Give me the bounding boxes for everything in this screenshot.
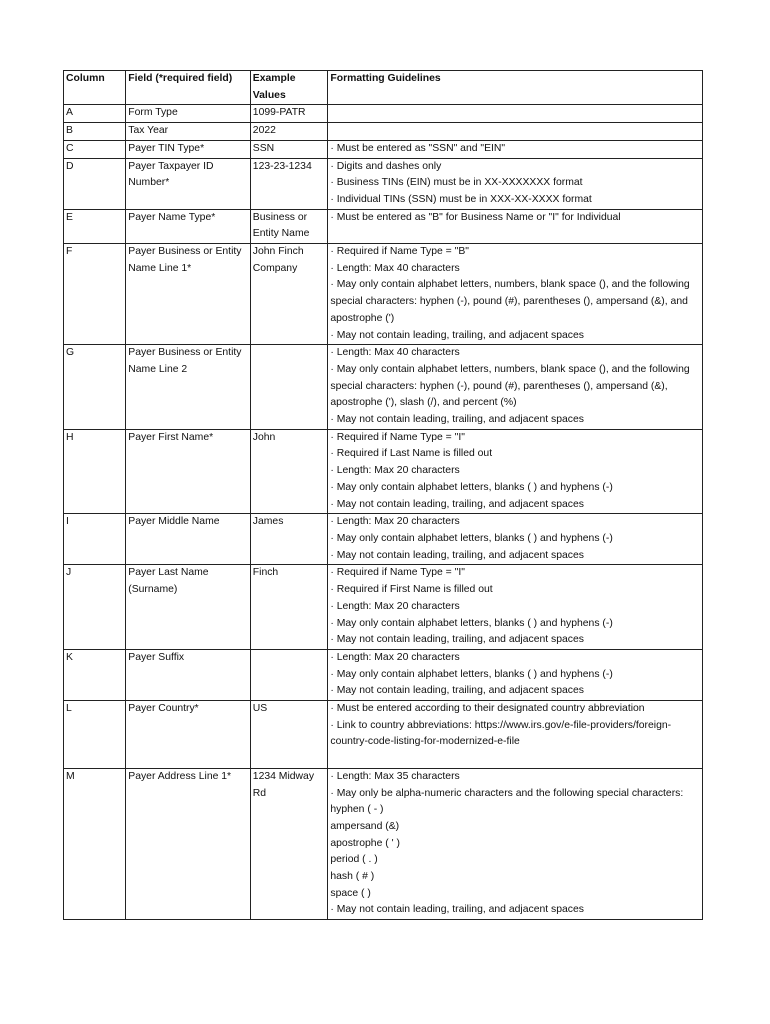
cell-column: H bbox=[64, 429, 126, 514]
cell-example: US bbox=[250, 701, 328, 769]
cell-example: John bbox=[250, 429, 328, 514]
cell-column: E bbox=[64, 209, 126, 243]
table-row bbox=[64, 105, 703, 123]
cell-field: Payer Last Name (Surname) bbox=[126, 565, 251, 650]
header-column: Column bbox=[64, 71, 126, 105]
cell-example bbox=[250, 649, 328, 700]
cell-guidelines bbox=[328, 565, 703, 650]
cell-column: C bbox=[64, 140, 126, 158]
table-row bbox=[64, 345, 703, 430]
table-body bbox=[64, 105, 703, 920]
cell-column: G bbox=[64, 345, 126, 430]
guideline-line: · May not contain leading, trailing, and adjacent spaces bbox=[330, 498, 584, 510]
guideline-line: · Required if Last Name is filled out bbox=[330, 448, 493, 460]
guideline-line: · Digits and dashes only bbox=[330, 160, 442, 172]
cell-guidelines bbox=[328, 158, 703, 209]
cell-column: J bbox=[64, 565, 126, 650]
table-row bbox=[64, 565, 703, 650]
cell-guidelines bbox=[328, 209, 703, 243]
cell-field: Form Type bbox=[126, 105, 251, 123]
cell-example: James bbox=[250, 514, 328, 565]
cell-field: Payer Suffix bbox=[126, 649, 251, 700]
guideline-line: · May not contain leading, trailing, and adjacent spaces bbox=[330, 634, 584, 646]
header-formatting-guidelines: Formatting Guidelines bbox=[328, 71, 703, 105]
guideline-line: · Length: Max 20 characters bbox=[330, 600, 460, 612]
cell-field: Payer TIN Type* bbox=[126, 140, 251, 158]
cell-field: Tax Year bbox=[126, 123, 251, 141]
cell-example: 2022 bbox=[250, 123, 328, 141]
guideline-line: · Must be entered as "SSN" and "EIN" bbox=[330, 142, 506, 154]
formatting-spec-table bbox=[63, 70, 703, 920]
guideline-line: · May not contain leading, trailing, and adjacent spaces bbox=[330, 414, 584, 426]
guideline-line: · May only contain alphabet letters, blanks ( ) and hyphens (-) bbox=[330, 617, 613, 629]
cell-column: B bbox=[64, 123, 126, 141]
guideline-line bbox=[330, 751, 700, 768]
guideline-line: · Length: Max 20 characters bbox=[330, 516, 460, 528]
cell-column: I bbox=[64, 514, 126, 565]
guideline-line: · Length: Max 20 characters bbox=[330, 651, 460, 663]
cell-column: A bbox=[64, 105, 126, 123]
guideline-line: · May only be alpha-numeric characters and the following special characters: bbox=[330, 787, 684, 799]
cell-field: Payer First Name* bbox=[126, 429, 251, 514]
guideline-line: · Link to country abbreviations: https://www.irs.gov/e-file-providers/foreign-country-code-listing-for-modernized-e-file bbox=[330, 719, 672, 748]
cell-example bbox=[250, 345, 328, 430]
guideline-line: · May not contain leading, trailing, and adjacent spaces bbox=[330, 549, 584, 561]
cell-guidelines bbox=[328, 514, 703, 565]
table-row bbox=[64, 209, 703, 243]
cell-column: F bbox=[64, 244, 126, 345]
cell-field: Payer Taxpayer ID Number* bbox=[126, 158, 251, 209]
table-row bbox=[64, 429, 703, 514]
cell-guidelines bbox=[328, 701, 703, 769]
cell-example: 123-23-1234 bbox=[250, 158, 328, 209]
cell-guidelines bbox=[328, 123, 703, 141]
guideline-line: · Business TINs (EIN) must be in XX-XXXXXXX format bbox=[330, 177, 583, 189]
guideline-line: · Must be entered according to their designated country abbreviation bbox=[330, 703, 645, 715]
cell-guidelines bbox=[328, 140, 703, 158]
cell-guidelines bbox=[328, 244, 703, 345]
guideline-line: · Required if Name Type = "I" bbox=[330, 567, 465, 579]
cell-column: L bbox=[64, 701, 126, 769]
header-example-values: Example Values bbox=[250, 71, 328, 105]
cell-field: Payer Business or Entity Name Line 1* bbox=[126, 244, 251, 345]
table-row bbox=[64, 140, 703, 158]
guideline-line: · May not contain leading, trailing, and adjacent spaces bbox=[330, 904, 584, 916]
table-row bbox=[64, 649, 703, 700]
table-row bbox=[64, 123, 703, 141]
guideline-line: space ( ) bbox=[330, 887, 371, 899]
guideline-line: · Required if Name Type = "I" bbox=[330, 431, 465, 443]
guideline-line: hyphen ( - ) bbox=[330, 804, 384, 816]
cell-guidelines bbox=[328, 768, 703, 919]
header-row bbox=[64, 71, 703, 105]
guideline-line: ampersand (&) bbox=[330, 820, 400, 832]
guideline-line: · May only contain alphabet letters, numbers, blank space (), and the following special characters: hyphen (-), pound (#), parentheses (), ampersand (&), and apostrophe (') bbox=[330, 279, 690, 324]
guideline-line: · May only contain alphabet letters, blanks ( ) and hyphens (-) bbox=[330, 668, 613, 680]
table-row bbox=[64, 514, 703, 565]
header-field: Field (*required field) bbox=[126, 71, 251, 105]
guideline-line: · Must be entered as "B" for Business Name or "I" for Individual bbox=[330, 211, 621, 223]
cell-column: K bbox=[64, 649, 126, 700]
guideline-line: · Individual TINs (SSN) must be in XXX-XX-XXXX format bbox=[330, 193, 592, 205]
cell-column: M bbox=[64, 768, 126, 919]
cell-field: Payer Business or Entity Name Line 2 bbox=[126, 345, 251, 430]
cell-field: Payer Name Type* bbox=[126, 209, 251, 243]
guideline-line: · May only contain alphabet letters, blanks ( ) and hyphens (-) bbox=[330, 481, 613, 493]
cell-guidelines bbox=[328, 649, 703, 700]
guideline-line: · May only contain alphabet letters, numbers, blank space (), and the following special characters: hyphen (-), pound (#), parentheses (), ampersand (&), apostrophe ('), slash (/), and percent (%) bbox=[330, 363, 690, 409]
cell-guidelines bbox=[328, 345, 703, 430]
guideline-line: · May not contain leading, trailing, and adjacent spaces bbox=[330, 329, 584, 341]
cell-column: D bbox=[64, 158, 126, 209]
table-row bbox=[64, 768, 703, 919]
guideline-line: · Required if Name Type = "B" bbox=[330, 246, 469, 258]
cell-field: Payer Middle Name bbox=[126, 514, 251, 565]
guideline-line: · Length: Max 40 characters bbox=[330, 347, 460, 359]
cell-field: Payer Country* bbox=[126, 701, 251, 769]
cell-example: SSN bbox=[250, 140, 328, 158]
table-row bbox=[64, 701, 703, 769]
table-row bbox=[64, 158, 703, 209]
cell-example: Finch bbox=[250, 565, 328, 650]
guideline-line: · May only contain alphabet letters, blanks ( ) and hyphens (-) bbox=[330, 532, 613, 544]
cell-guidelines bbox=[328, 105, 703, 123]
cell-guidelines bbox=[328, 429, 703, 514]
cell-example: 1234 Midway Rd bbox=[250, 768, 328, 919]
cell-example: John Finch Company bbox=[250, 244, 328, 345]
guideline-line: · Length: Max 35 characters bbox=[330, 770, 460, 782]
guideline-line: period ( . ) bbox=[330, 854, 378, 866]
guideline-line: · May not contain leading, trailing, and adjacent spaces bbox=[330, 685, 584, 697]
table-row bbox=[64, 244, 703, 345]
cell-example: 1099-PATR bbox=[250, 105, 328, 123]
guideline-line: · Length: Max 20 characters bbox=[330, 465, 460, 477]
cell-example: Business or Entity Name bbox=[250, 209, 328, 243]
guideline-line: · Length: Max 40 characters bbox=[330, 262, 460, 274]
guideline-line: apostrophe ( ' ) bbox=[330, 837, 400, 849]
guideline-line: · Required if First Name is filled out bbox=[330, 584, 493, 596]
guideline-line: hash ( # ) bbox=[330, 871, 375, 883]
cell-field: Payer Address Line 1* bbox=[126, 768, 251, 919]
